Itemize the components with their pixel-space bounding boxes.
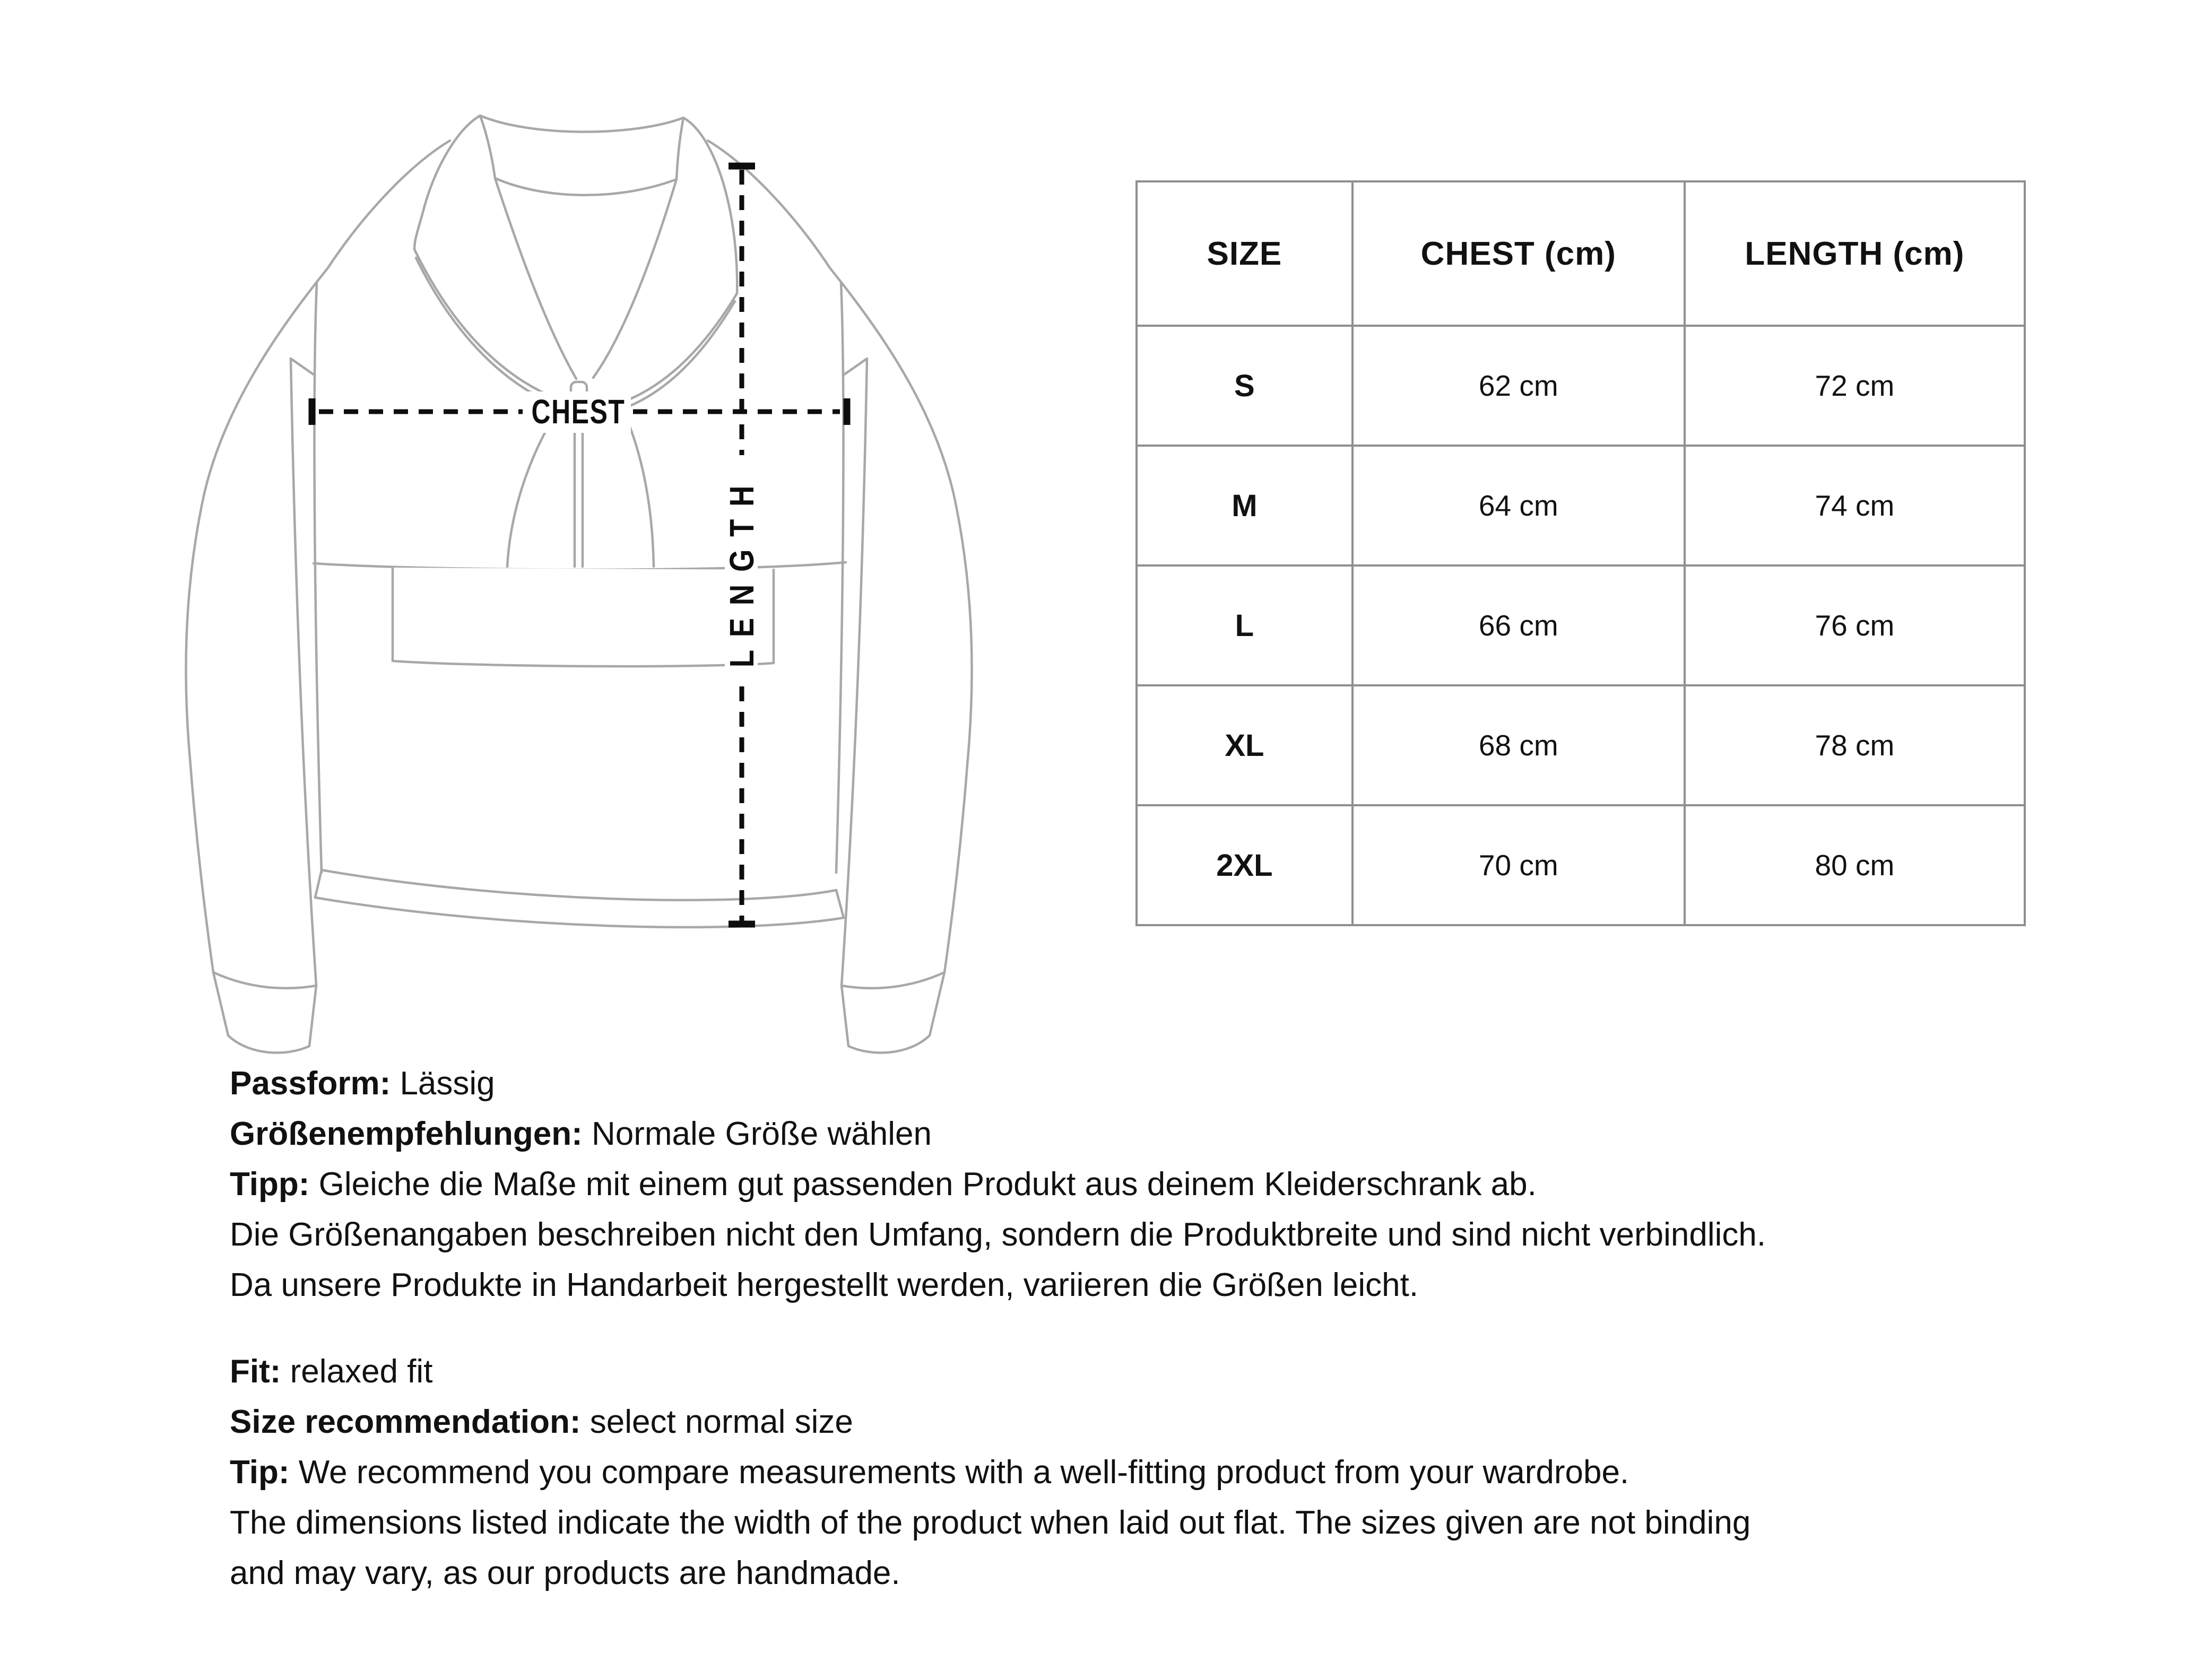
- note-text: relaxed fit: [281, 1353, 433, 1390]
- length-label: LENGTH: [722, 473, 761, 668]
- garment-hem-band: [315, 870, 844, 927]
- size-value: S: [1137, 326, 1352, 446]
- length-value: 72 cm: [1685, 326, 2025, 446]
- note-text: Normale Größe wählen: [582, 1116, 932, 1152]
- table-row-m: [1137, 446, 2025, 565]
- note-label: Fit:: [230, 1353, 281, 1390]
- garment-collar: [414, 116, 737, 410]
- length-value: 78 cm: [1685, 685, 2025, 805]
- note-text: and may vary, as our products are handmade.: [230, 1555, 900, 1591]
- note-line-handmade: [230, 1548, 1750, 1598]
- note-line-massangaben: [230, 1209, 1766, 1260]
- chest-value: 68 cm: [1352, 685, 1685, 805]
- size-value: XL: [1137, 685, 1352, 805]
- note-text: Lässig: [391, 1065, 495, 1102]
- note-text: select normal size: [580, 1404, 853, 1440]
- note-label: Tipp:: [230, 1166, 310, 1203]
- notes-english: [230, 1346, 1750, 1598]
- chest-value: 62 cm: [1352, 326, 1685, 446]
- note-label: Passform:: [230, 1065, 391, 1102]
- size-table-header-row: [1137, 181, 2025, 326]
- garment-cuffs: [213, 972, 944, 1053]
- note-line-fit: [230, 1346, 1750, 1397]
- length-value: 80 cm: [1685, 805, 2025, 925]
- front-pocket: [393, 568, 774, 666]
- chest-value: 64 cm: [1352, 446, 1685, 565]
- note-line-dimensions: [230, 1498, 1750, 1548]
- length-value: 74 cm: [1685, 446, 2025, 565]
- chest-value: 66 cm: [1352, 565, 1685, 685]
- length-value: 76 cm: [1685, 565, 2025, 685]
- header-length: LENGTH (cm): [1685, 181, 2025, 326]
- note-text: Gleiche die Maße mit einem gut passenden Produkt aus deinem Kleiderschrank ab.: [309, 1166, 1537, 1203]
- size-table: [1135, 180, 2026, 926]
- note-text: Die Größenangaben beschreiben nicht den Umfang, sondern die Produktbreite und sind nicht verbindlich.: [230, 1216, 1766, 1253]
- garment-sleeves: [186, 141, 972, 986]
- chest-label: CHEST: [531, 393, 626, 431]
- chest-value: 70 cm: [1352, 805, 1685, 925]
- measurement-lines: [312, 166, 847, 924]
- header-size: SIZE: [1137, 181, 1352, 326]
- note-line-passform: [230, 1058, 1766, 1109]
- note-line-handarbeit: [230, 1260, 1766, 1310]
- size-value: L: [1137, 565, 1352, 685]
- note-line-groessenempfehlung: [230, 1109, 1766, 1159]
- note-line-tip: [230, 1447, 1750, 1498]
- garment-sketch: [186, 116, 972, 1053]
- note-label: Größenempfehlungen:: [230, 1116, 583, 1152]
- table-row-s: [1137, 326, 2025, 446]
- table-row-2xl: [1137, 805, 2025, 925]
- notes-german: [230, 1058, 1766, 1310]
- note-text: The dimensions listed indicate the width of the product when laid out flat. The sizes given are not binding: [230, 1504, 1751, 1541]
- note-line-tipp: [230, 1159, 1766, 1209]
- note-text: We recommend you compare measurements with a well-fitting product from your wardrobe.: [289, 1454, 1629, 1491]
- size-table-container: [1135, 180, 2026, 926]
- note-line-size-recommendation: [230, 1397, 1750, 1447]
- note-text: Da unsere Produkte in Handarbeit hergestellt werden, variieren die Größen leicht.: [230, 1267, 1419, 1303]
- table-row-xl: [1137, 685, 2025, 805]
- note-label: Tip:: [230, 1454, 290, 1491]
- header-chest: CHEST (cm): [1352, 181, 1685, 326]
- table-row-l: [1137, 565, 2025, 685]
- note-label: Size recommendation:: [230, 1404, 581, 1440]
- size-value: 2XL: [1137, 805, 1352, 925]
- size-value: M: [1137, 446, 1352, 565]
